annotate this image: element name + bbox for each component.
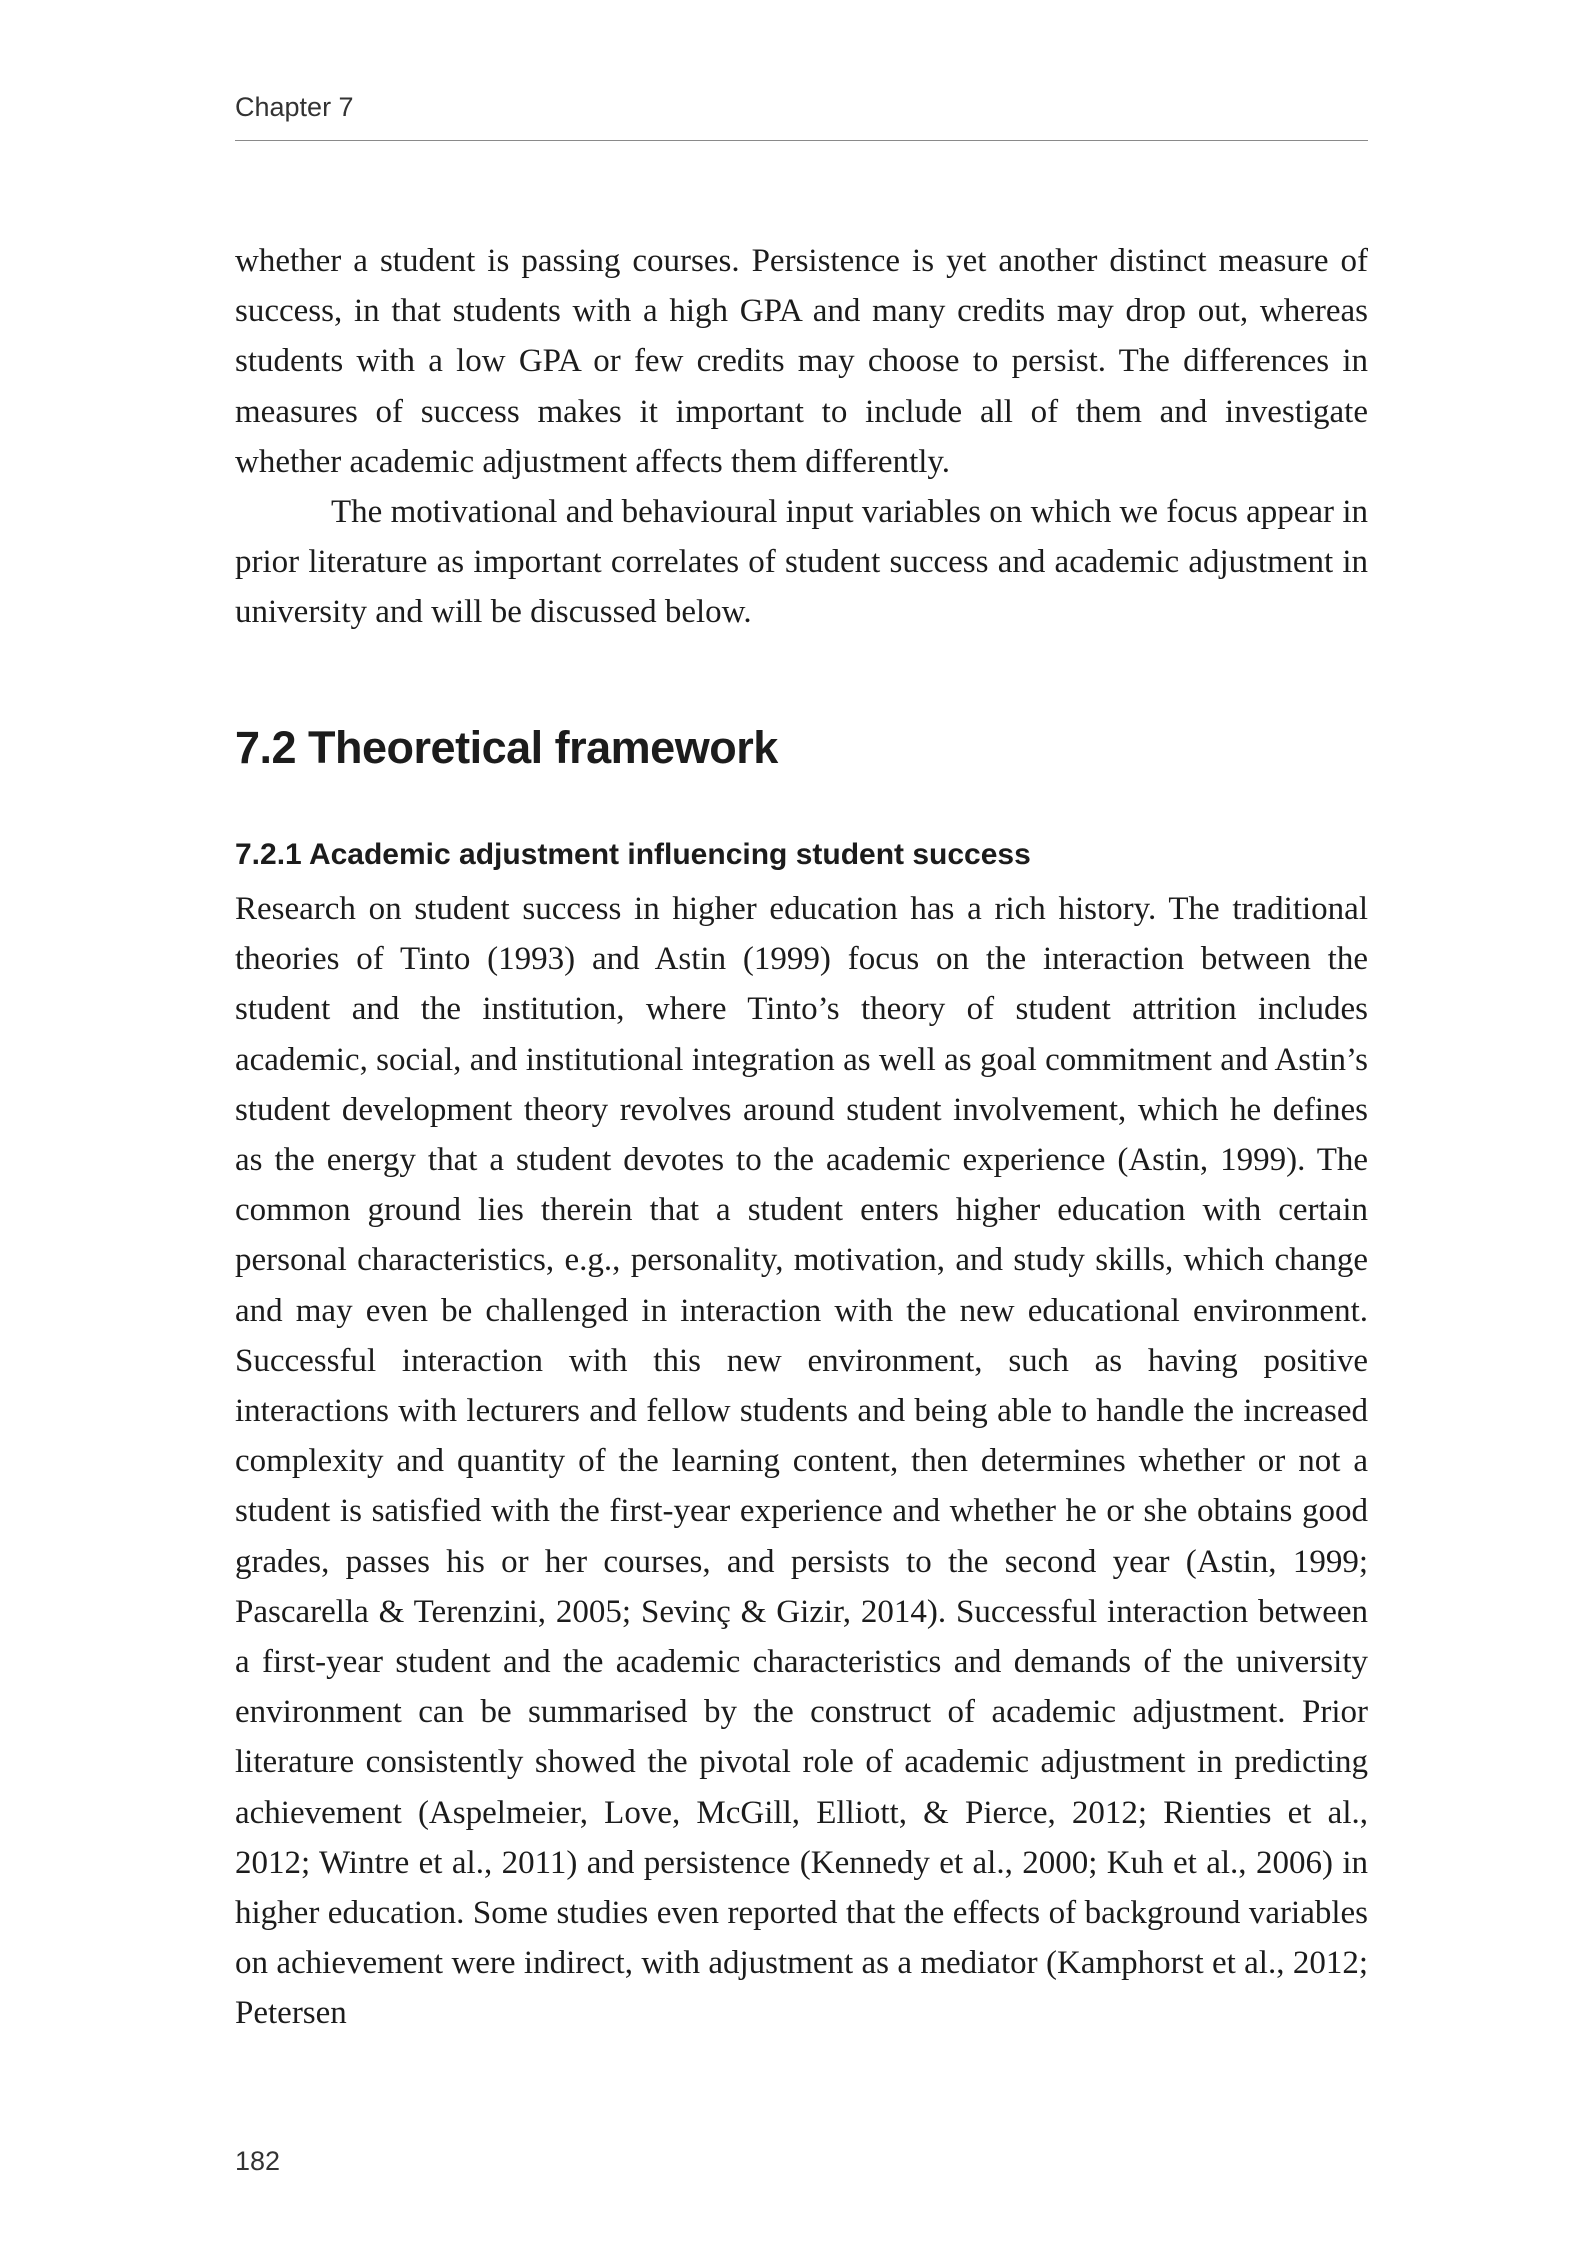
subsection-heading: 7.2.1 Academic adjustment influencing student success <box>235 838 1031 871</box>
running-head-text: Chapter 7 <box>235 92 354 122</box>
body-paragraph-2: The motivational and behavioural input variables on which we focus appear in prior literature as important correlates of student success and academic adjustment in university and will be discussed below. <box>235 494 1368 631</box>
body-paragraph-1: whether a student is passing courses. Persistence is yet another distinct measure of success, in that students with a high GPA and many credits may drop out, whereas students with a low GPA or few credits may choose to persist. The differences in measures of success makes it important to include all of them and investigate whether academic adjustment affects them differently. <box>235 243 1368 480</box>
page-number: 182 <box>235 2146 281 2176</box>
running-head <box>235 92 1368 141</box>
body-paragraph-3: Research on student success in higher education has a rich history. The traditional theories of Tinto (1993) and Astin (1999) focus on the interaction between the student and the institution, where Tinto’s theory of student attrition includes academic, social, and institutional integration as well as goal commitment and Astin’s student development theory revolves around student involvement, which he defines as the energy that a student devotes to the academic experience (Astin, 1999). The common ground lies therein that a student enters higher education with certain personal characteristics, e.g., personality, motivation, and study skills, which change and may even be challenged in interaction with the new educational environment. Successful interaction with this new environment, such as having positive interactions with lecturers and fellow students and being able to handle the increased complexity and quantity of the learning content, then determines whether or not a student is satisfied with the first-year experience and whether he or she obtains good grades, passes his or her courses, and persists to the second year (Astin, 1999; Pascarella & Terenzini, 2005; Sevinç & Gizir, 2014). Successful interaction between a first-year student and the academic characteristics and demands of the university environment can be summarised by the construct of academic adjustment. Prior literature consistently showed the pivotal role of academic adjustment in predicting achievement (Aspelmeier, Love, McGill, Elliott, & Pierce, 2012; Rienties et al., 2012; Wintre et al., 2011) and persistence (Kennedy et al., 2000; Kuh et al., 2006) in higher education. Some studies even reported that the effects of background variables on achievement were indirect, with adjustment as a mediator (Kamphorst et al., 2012; Petersen <box>235 891 1368 2032</box>
section-heading: 7.2 Theoretical framework <box>235 722 778 773</box>
